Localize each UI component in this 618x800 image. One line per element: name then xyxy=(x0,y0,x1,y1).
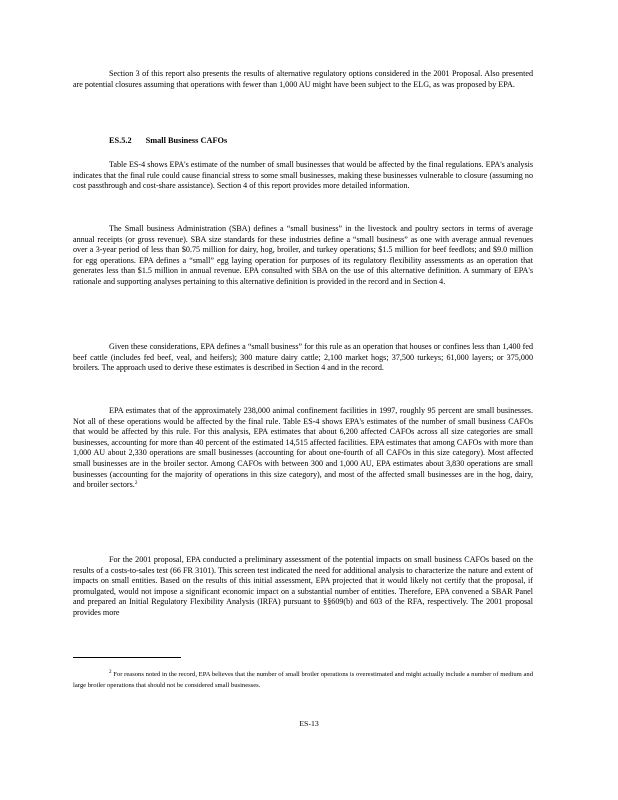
paragraph-alternative-options: Section 3 of this report also presents the results of alternative regulatory options considered in the 2001 Proposal. Also presented are potential closures assuming that operations with fewer than 1,000 AU might have been subject to the ELG, as was proposed by EPA. xyxy=(73,69,533,89)
footnote-separator xyxy=(73,657,181,658)
section-heading xyxy=(109,136,227,145)
page-number: ES-13 xyxy=(299,719,319,728)
paragraph-small-business-thresholds: Given these considerations, EPA defines a “small business” for this rule as an operation that houses or confines less than 1,400 fed beef cattle (includes fed beef, veal, and heifers); 300 mature dairy cattle; 2,100 market hogs; 37,500 turkeys; 61,000 layers; or 375,000 broilers. The approach used to derive these estimates is described in Section 4 and in the record. xyxy=(73,342,533,373)
paragraph-epa-estimates xyxy=(73,406,533,491)
section-number: ES.5.2 xyxy=(109,136,132,145)
paragraph-small-business-impacts: Table ES-4 shows EPA's estimate of the number of small businesses that would be affected by the final regulations. EPA's analysis indicates that the final rule could cause financial stress to some small businesses, making these businesses vulnerable to closure (assuming no cost passthrough and cost-share assistance). Section 4 of this report provides more detailed information. xyxy=(73,160,533,191)
section-title: Small Business CAFOs xyxy=(145,136,228,145)
footnote xyxy=(73,669,533,692)
footnote-reference[interactable]: 2 xyxy=(134,480,138,487)
footnote-text: For reasons noted in the record, EPA believes that the number of small broiler operations is overestimated and might actually include a number of medium and large broiler operations that should not be considered small businesses. xyxy=(73,671,534,690)
paragraph-2001-proposal: For the 2001 proposal, EPA conducted a preliminary assessment of the potential impacts on small business CAFOs based on the results of a costs-to-sales test (66 FR 3101). This screen test indicated the need for additional analysis to characterize the nature and extent of impacts on small entities. Based on the results of this initial assessment, EPA projected that it would likely not certify that the proposal, if promulgated, would not impose a significant economic impact on a substantial number of entities. Therefore, EPA convened a SBAR Panel and prepared an Initial Regulatory Flexibility Analysis (IRFA) pursuant to §§609(b) and 603 of the RFA, respectively. The 2001 proposal provides more xyxy=(73,555,533,617)
footnote-marker: 2 xyxy=(109,669,112,675)
paragraph-epa-estimates-text: EPA estimates that of the approximately 238,000 animal confinement facilities in 1997, roughly 95 percent are small businesses. Not all of these operations would be affected by the final rule. Table ES-4 shows EPA's estimates of the number of small business CAFOs that would be affected by this rule. For this analysis, EPA estimates that about 6,200 affected CAFOs across all size categories are small businesses, accounting for more than 40 percent of the estimated 14,515 affected facilities. EPA estimates that among CAFOs with more than 1,000 AU about 2,330 operations are small businesses (accounting for about one-fourth of all CAFOs in this size category). Most affected small businesses are in the broiler sector. Among CAFOs with between 300 and 1,000 AU, EPA estimates about 3,830 operations are small businesses (accounting for the majority of operations in this size category), and most of the affected small businesses are in the hog, dairy, and broiler sectors. xyxy=(73,406,533,490)
paragraph-sba-definition: The Small business Administration (SBA) defines a “small business” in the livestock and poultry sectors in terms of average annual receipts (or gross revenue). SBA size standards for these industries define a “small business” as one with average annual revenues over a 3-year period of less than $0.75 million for dairy, hog, broiler, and turkey operations; $1.5 million for beef feedlots; and $9.0 million for egg operations. EPA defines a “small” egg laying operation for purposes of its regulatory flexibility assessments as an operation that generates less than $1.5 million in annual revenue. EPA consulted with SBA on the use of this alternative definition. A summary of EPA's rationale and supporting analyses pertaining to this alternative definition is provided in the record and in Section 4. xyxy=(73,224,533,286)
